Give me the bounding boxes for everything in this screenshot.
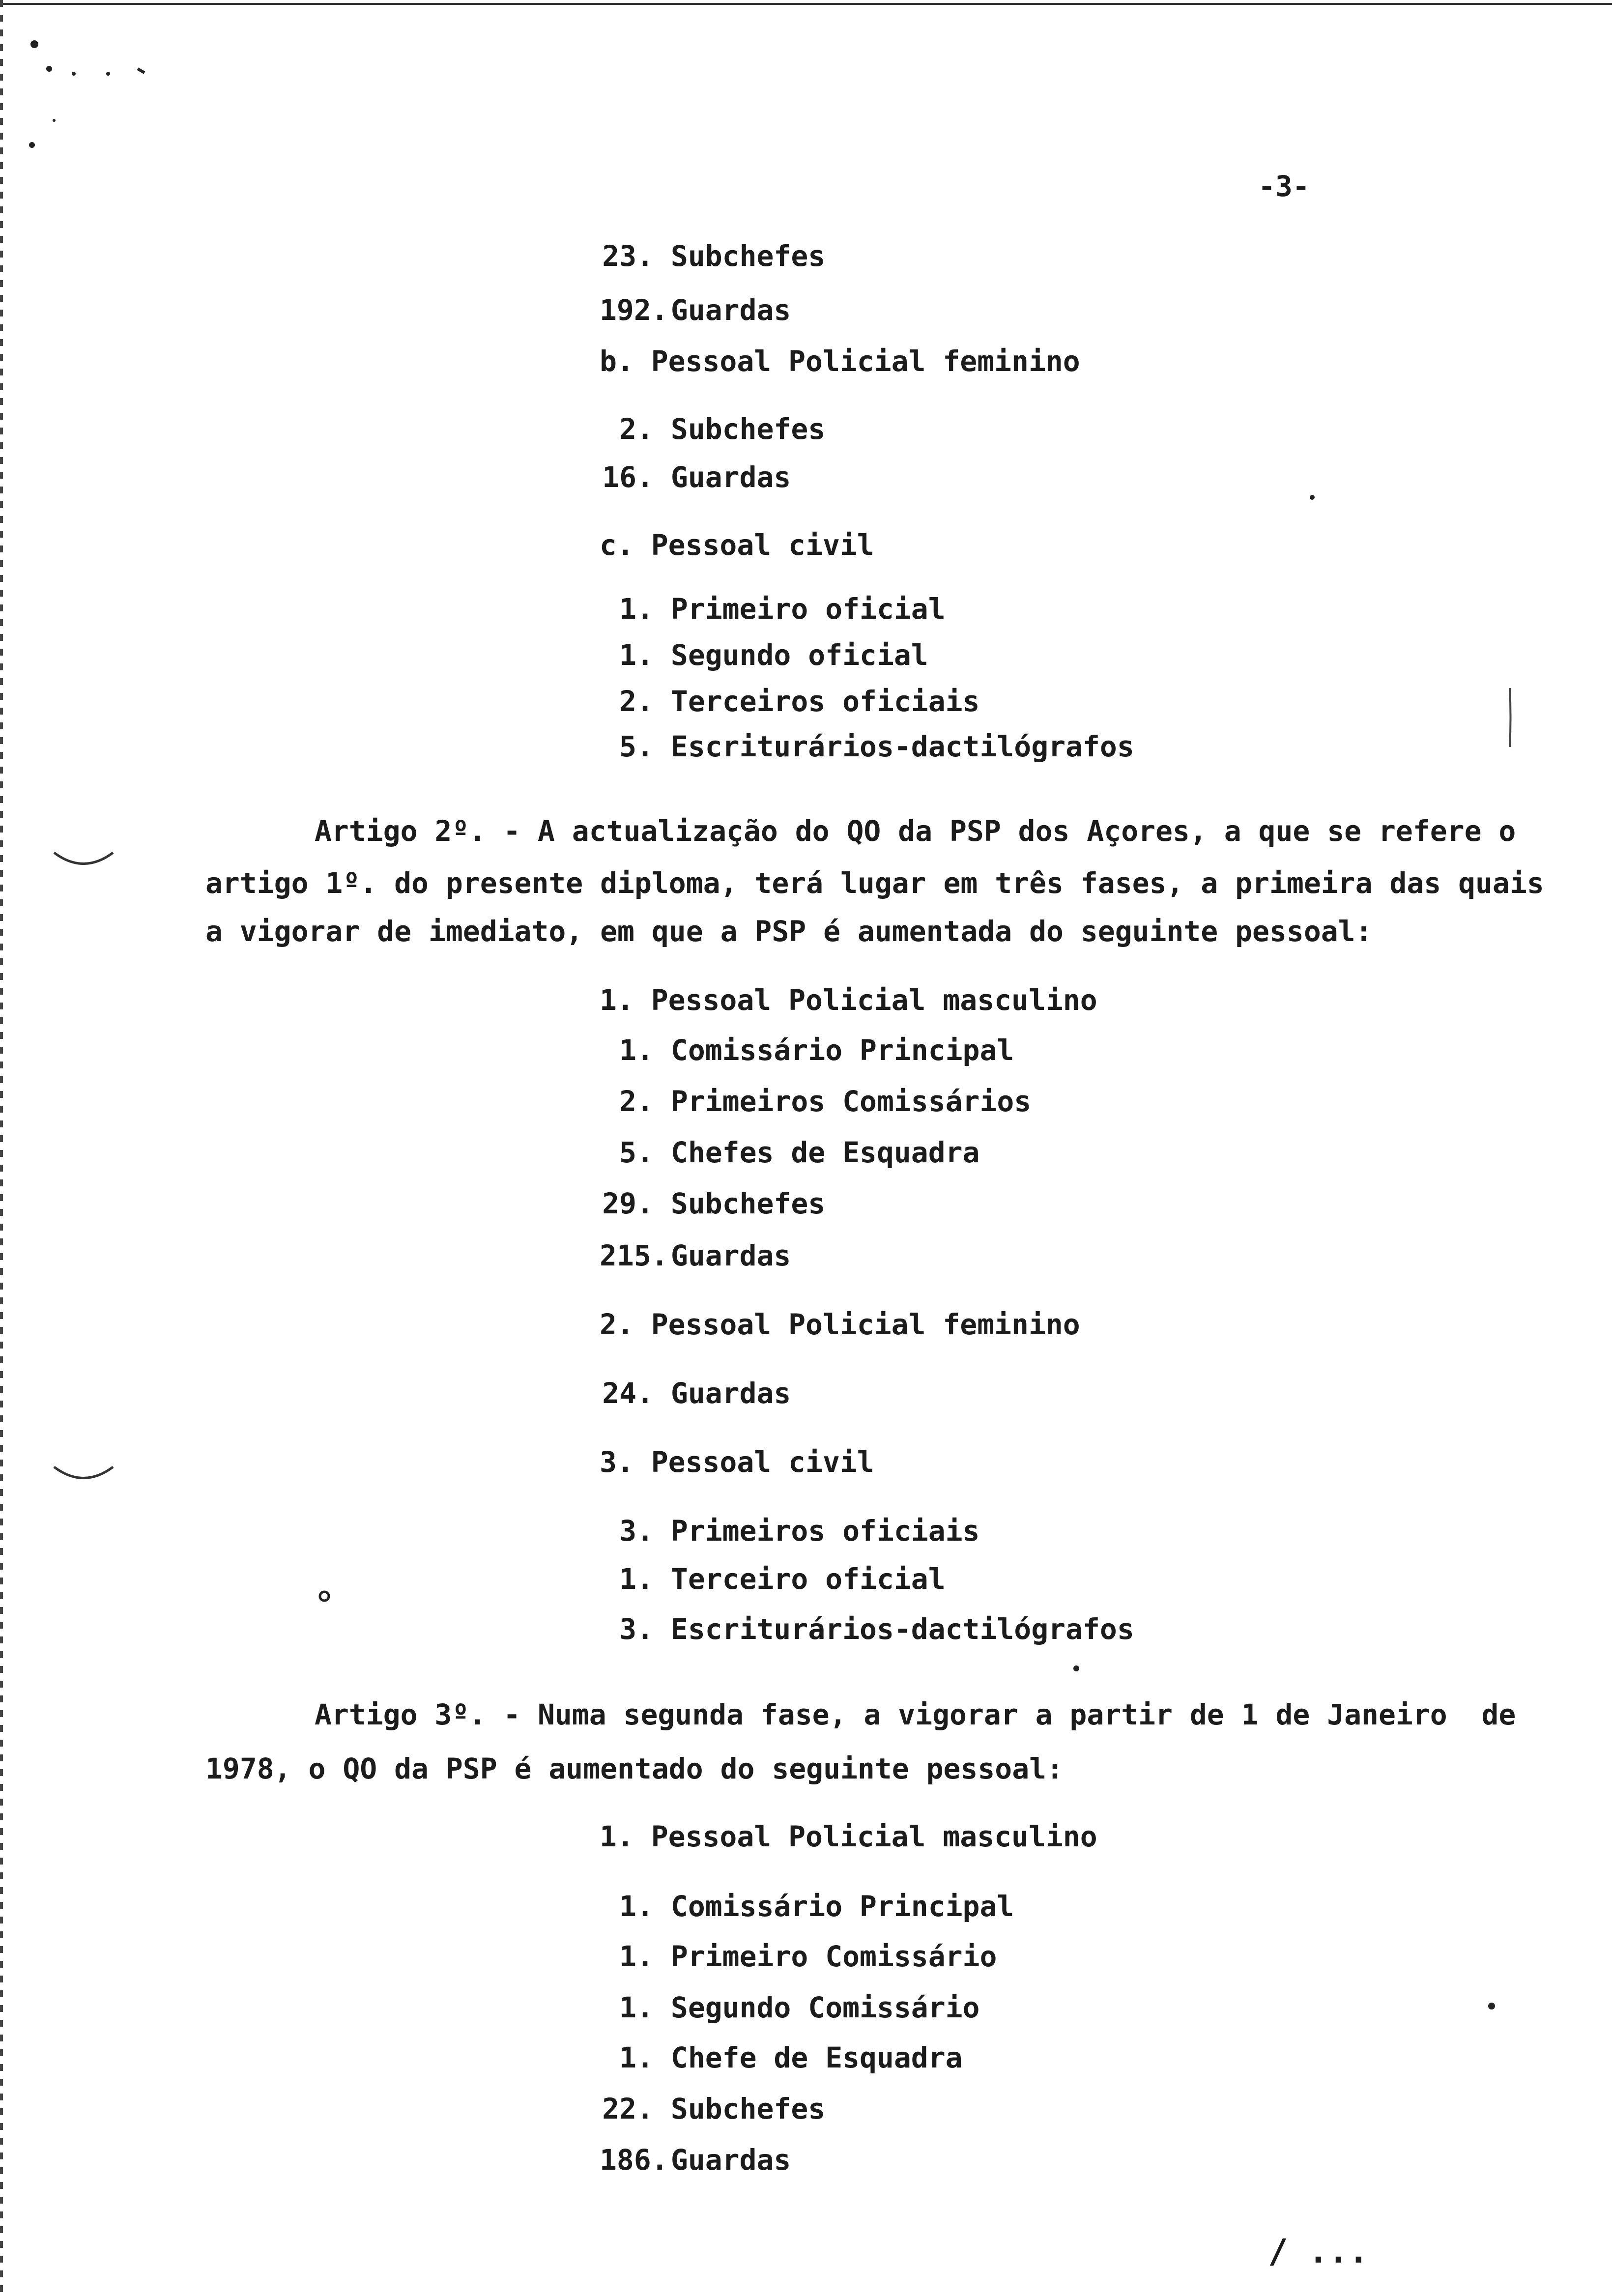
item-number: 1. bbox=[619, 1890, 654, 1923]
item-number: 2. bbox=[619, 1085, 654, 1118]
list-item bbox=[600, 1033, 1014, 1067]
item-label: Subchefes bbox=[670, 1187, 826, 1220]
item-number: 1. bbox=[619, 1562, 654, 1596]
item-number: 22. bbox=[602, 2092, 654, 2125]
list-item bbox=[600, 1514, 980, 1548]
list-item bbox=[600, 412, 826, 446]
item-label: Subchefes bbox=[670, 412, 826, 446]
artigo2-line2: artigo 1º. do presente diploma, terá lugar em três fases, a primeira das quais bbox=[205, 866, 1544, 900]
item-label: Primeiros Comissários bbox=[670, 1085, 1032, 1118]
section-heading: 1. Pessoal Policial masculino bbox=[600, 1820, 1097, 1853]
item-number: 3. bbox=[619, 1612, 654, 1646]
item-label: Subchefes bbox=[670, 2092, 826, 2125]
item-number: 1. bbox=[619, 1940, 654, 1973]
list-item bbox=[600, 1892, 1014, 1921]
list-item bbox=[600, 1189, 825, 1218]
section-heading: 3. Pessoal civil bbox=[600, 1445, 874, 1479]
list-item bbox=[600, 1993, 979, 2022]
list-item bbox=[600, 732, 1134, 761]
list-item bbox=[600, 460, 791, 494]
list-item bbox=[600, 1241, 791, 1270]
artigo2-line3: a vigorar de imediato, em que a PSP é aumentada do seguinte pessoal: bbox=[205, 915, 1373, 948]
list-item bbox=[600, 638, 928, 672]
list-item bbox=[600, 1942, 997, 1971]
item-label: Segundo oficial bbox=[670, 638, 928, 672]
item-label: Terceiro oficial bbox=[670, 1562, 946, 1596]
continuation-mark: / ... bbox=[1268, 2232, 1369, 2271]
item-label: Comissário Principal bbox=[670, 1890, 1014, 1923]
item-number: 24. bbox=[602, 1377, 654, 1410]
item-label: Chefe de Esquadra bbox=[670, 2041, 963, 2074]
item-number: 5. bbox=[619, 1136, 654, 1169]
list-item bbox=[600, 2143, 791, 2177]
item-label: Terceiros oficiais bbox=[670, 685, 980, 718]
item-number: 5. bbox=[619, 730, 654, 763]
artigo2-line1: Artigo 2º. - A actualização do QO da PSP dos Açores, a que se refere o bbox=[315, 814, 1516, 848]
list-item bbox=[600, 1087, 1031, 1116]
item-number: 1. bbox=[619, 2041, 654, 2074]
item-number: 192. bbox=[600, 293, 668, 327]
item-label: Chefes de Esquadra bbox=[670, 1136, 980, 1169]
item-label: Guardas bbox=[670, 2143, 791, 2177]
item-number: 1. bbox=[619, 1033, 654, 1067]
item-number: 29. bbox=[602, 1187, 654, 1220]
item-label: Segundo Comissário bbox=[670, 1991, 980, 2024]
item-number: 2. bbox=[619, 685, 654, 718]
item-label: Guardas bbox=[670, 1239, 791, 1272]
item-label: Guardas bbox=[670, 1377, 791, 1410]
item-number: 215. bbox=[600, 1239, 668, 1272]
list-item bbox=[600, 1138, 979, 1167]
section-heading: 1. Pessoal Policial masculino bbox=[600, 983, 1097, 1017]
item-label: Escriturários-dactilógrafos bbox=[670, 1612, 1134, 1646]
item-number: 2. bbox=[619, 412, 654, 446]
section-heading: 2. Pessoal Policial feminino bbox=[600, 1308, 1080, 1341]
item-number: 23. bbox=[602, 239, 654, 273]
list-item bbox=[600, 592, 946, 626]
item-label: Subchefes bbox=[670, 239, 826, 273]
item-label: Guardas bbox=[670, 293, 791, 327]
artigo3-line2: 1978, o QO da PSP é aumentado do seguinte pessoal: bbox=[205, 1752, 1064, 1785]
item-number: 1. bbox=[619, 592, 654, 626]
page-number: -3- bbox=[1258, 170, 1310, 203]
item-label: Primeiro oficial bbox=[670, 592, 946, 626]
item-number: 3. bbox=[619, 1514, 654, 1548]
artigo3-line1: Artigo 3º. - Numa segunda fase, a vigorar a partir de 1 de Janeiro de bbox=[315, 1698, 1516, 1731]
list-item bbox=[600, 1377, 791, 1410]
section-heading: c. Pessoal civil bbox=[600, 528, 874, 562]
list-item bbox=[600, 293, 791, 327]
item-number: 1. bbox=[619, 638, 654, 672]
list-item bbox=[600, 687, 979, 716]
list-item bbox=[600, 2092, 826, 2125]
item-label: Guardas bbox=[670, 460, 791, 494]
item-label: Comissário Principal bbox=[670, 1033, 1014, 1067]
item-label: Primeiros oficiais bbox=[670, 1514, 980, 1548]
list-item bbox=[600, 1562, 946, 1596]
list-item bbox=[600, 1612, 1134, 1646]
list-item bbox=[600, 239, 826, 273]
item-label: Escriturários-dactilógrafos bbox=[670, 730, 1134, 763]
item-number: 186. bbox=[600, 2143, 668, 2177]
list-item bbox=[600, 2043, 963, 2072]
item-number: 16. bbox=[602, 460, 654, 494]
section-heading: b. Pessoal Policial feminino bbox=[600, 344, 1080, 378]
item-number: 1. bbox=[619, 1991, 654, 2024]
item-label: Primeiro Comissário bbox=[670, 1940, 997, 1973]
